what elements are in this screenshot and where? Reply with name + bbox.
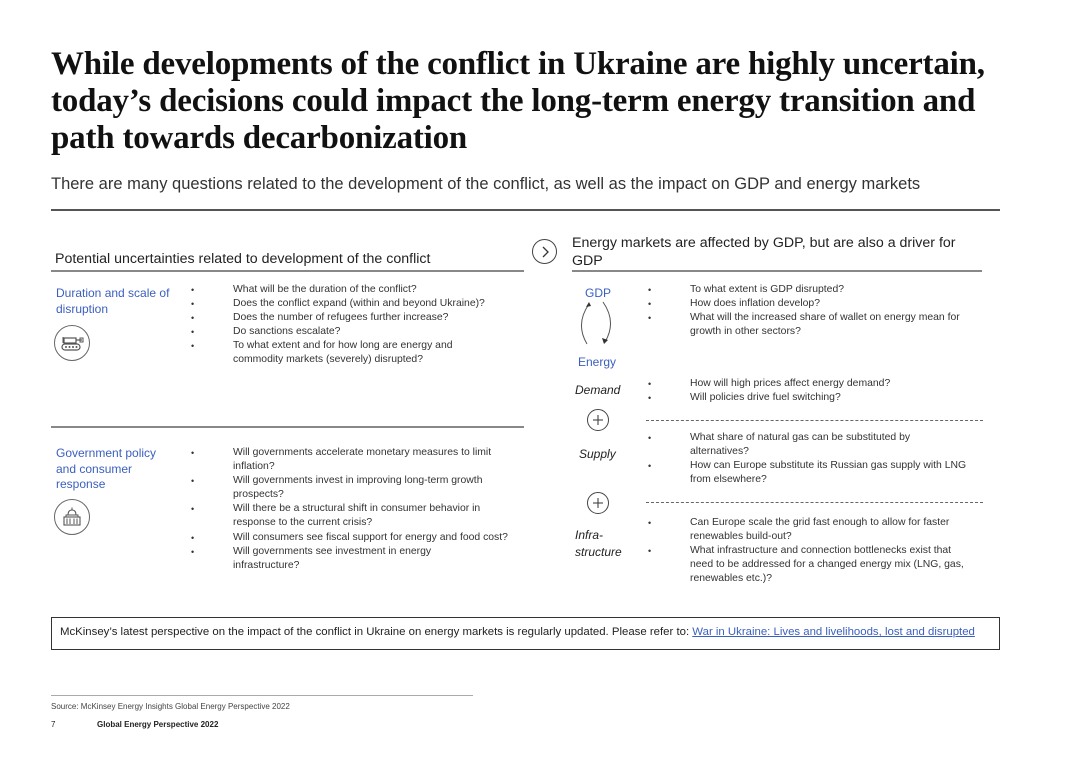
tank-icon: [54, 325, 90, 361]
list-item: • Do sanctions escalate?: [191, 325, 511, 339]
section-label-supply: Supply: [579, 447, 616, 461]
list-item: • What will be the duration of the conflict?: [191, 283, 511, 297]
list-item: • Will there be a structural shift in consumer behavior in response to the current crisis?: [191, 502, 511, 530]
dashed-divider: [646, 420, 983, 421]
note-box: [51, 617, 1000, 650]
left-heading-divider: [51, 270, 524, 272]
infrastructure-questions-list: [648, 516, 973, 586]
page-title: While developments of the conflict in Ukraine are highly uncertain, today’s decisions could impact the long-term energy transition and path towards decarbonization: [51, 46, 985, 156]
left-section-heading: Potential uncertainties related to development of the conflict: [55, 251, 431, 267]
page-subtitle: There are many questions related to the development of the conflict, as well as the impact on GDP and energy markets: [51, 175, 921, 193]
document-title: Global Energy Perspective 2022: [97, 720, 219, 729]
list-item: • Will consumers see fiscal support for energy and food cost?: [191, 531, 511, 545]
demand-questions-list: [648, 377, 968, 405]
cycle-label-energy: Energy: [578, 355, 617, 369]
list-item: • To what extent is GDP disrupted?: [648, 283, 968, 297]
gdp-questions-list: [648, 283, 968, 339]
cycle-arrows-icon: [577, 298, 617, 348]
list-item: • What will the increased share of wallet on energy mean for growth in other sectors?: [648, 311, 963, 339]
section-label-line: Infra-: [575, 528, 604, 542]
government-building-icon: [54, 499, 90, 535]
duration-questions-list: [191, 283, 511, 368]
section-label-line: structure: [575, 545, 622, 559]
chevron-right-icon: [532, 239, 557, 264]
dashed-divider: [646, 502, 983, 503]
source-note: Source: McKinsey Energy Insights Global Energy Perspective 2022: [51, 702, 290, 711]
page-number: 7: [51, 720, 56, 729]
left-middle-divider: [51, 426, 524, 428]
list-item: • What share of natural gas can be substituted by alternatives?: [648, 431, 918, 459]
list-item: • How does inflation develop?: [648, 297, 968, 311]
list-item: • To what extent and for how long are energy and commodity markets (severely) disrupted?: [191, 339, 481, 367]
section-label-infrastructure: [575, 527, 622, 561]
note-text: McKinsey’s latest perspective on the impact of the conflict in Ukraine on energy markets is regularly updated. Please refer to:: [60, 626, 693, 638]
list-item: • Does the number of refugees further increase?: [191, 311, 511, 325]
cycle-label-gdp: GDP: [585, 286, 612, 300]
list-item: • Can Europe scale the grid fast enough to allow for faster renewables build-out?: [648, 516, 973, 544]
government-questions-list: [191, 446, 511, 573]
section-label-demand: Demand: [575, 383, 621, 397]
ukraine-article-link[interactable]: War in Ukraine: Lives and livelihoods, lost and disrupted: [692, 626, 975, 638]
list-item: • Will governments accelerate monetary measures to limit inflation?: [191, 446, 511, 474]
right-section-heading: Energy markets are affected by GDP, but are also a driver for GDP: [572, 235, 956, 269]
list-item: • Will governments invest in improving long-term growth prospects?: [191, 474, 511, 502]
list-item: • Will policies drive fuel switching?: [648, 391, 968, 405]
plus-icon: [587, 409, 609, 431]
plus-icon: [587, 492, 609, 514]
list-item: • How can Europe substitute its Russian gas supply with LNG from elsewhere?: [648, 459, 968, 487]
list-item: • Will governments see investment in energy infrastructure?: [191, 545, 471, 573]
supply-questions-list: [648, 431, 968, 487]
right-heading-divider: [572, 270, 982, 272]
footer-divider: [51, 695, 473, 696]
category-label-duration: Duration and scale of disruption: [56, 286, 170, 316]
list-item: • How will high prices affect energy demand?: [648, 377, 968, 391]
header-divider: [51, 209, 1000, 211]
list-item: • What infrastructure and connection bottlenecks exist that need to be addressed for a changed energy mix (LNG, gas, renewables etc.)?: [648, 544, 968, 586]
list-item: • Does the conflict expand (within and beyond Ukraine)?: [191, 297, 511, 311]
category-label-government: Government policy and consumer response: [56, 446, 157, 491]
